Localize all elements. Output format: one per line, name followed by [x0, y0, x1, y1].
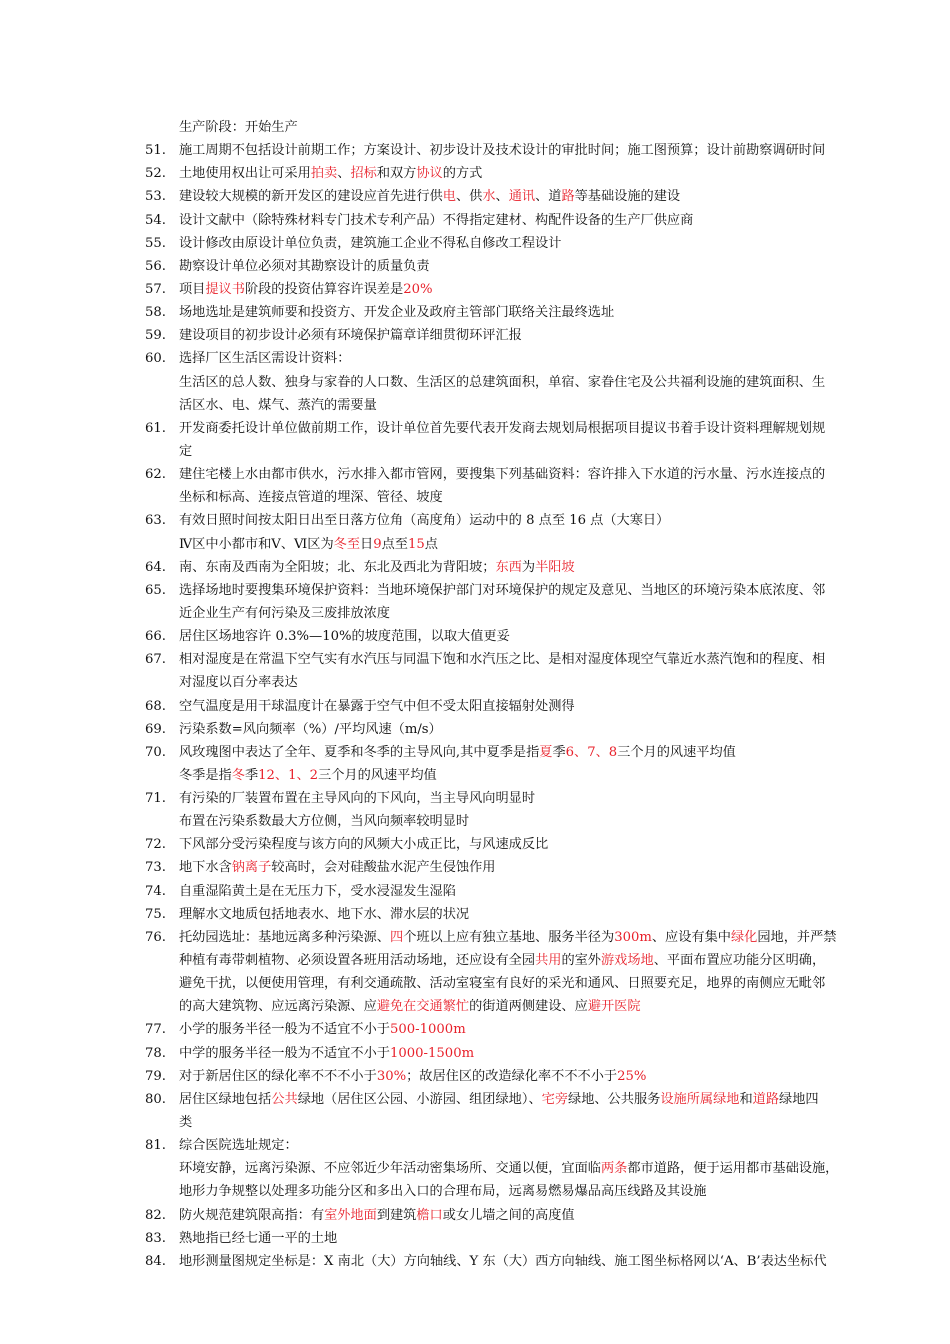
document-line	[0, 648, 950, 671]
item-text	[179, 394, 377, 417]
document-line	[0, 394, 950, 417]
text-segment: 点至	[381, 536, 408, 552]
text-segment: 建住宅楼上水由都市供水，污水排入都市管网，要搜集下列基础资料：容许排入下水道的污水量、污水连接点的	[179, 467, 826, 483]
item-number: 66.	[145, 629, 166, 645]
item-text	[179, 533, 438, 556]
document-line	[0, 1018, 950, 1041]
highlighted-text: 25%	[617, 1068, 647, 1084]
highlighted-text: 避免在交通繁忙	[376, 999, 470, 1015]
document-line	[0, 209, 950, 232]
item-number: 65.	[145, 582, 166, 598]
highlighted-text: 路	[561, 189, 575, 205]
document-line	[0, 440, 950, 463]
item-text	[179, 1088, 819, 1111]
item-text	[179, 602, 390, 625]
document-line	[0, 1180, 950, 1203]
document-line	[0, 1065, 950, 1088]
text-segment: 绿地四	[779, 1091, 819, 1107]
item-number: 80.	[145, 1091, 166, 1107]
document-line	[0, 602, 950, 625]
text-segment: 阶段的投资估算容许误差是	[244, 281, 404, 297]
item-text	[179, 1204, 575, 1227]
item-text	[179, 1180, 707, 1203]
document-line	[0, 1157, 950, 1180]
text-segment: 熟地指已经七通一平的土地	[179, 1230, 338, 1246]
item-text	[179, 139, 825, 162]
highlighted-text: 四	[390, 929, 404, 945]
highlighted-text: 12、1、2	[258, 767, 319, 783]
text-segment: 下风部分受污染程度与该方向的风频大小成正比，与风速成反比	[179, 837, 549, 853]
highlighted-text: 檐口	[416, 1207, 443, 1223]
item-number: 79.	[145, 1068, 166, 1084]
highlighted-text: 通讯	[508, 189, 536, 205]
highlighted-text: 水	[482, 189, 496, 205]
text-segment: 季	[552, 744, 566, 760]
text-segment: 选择场地时要搜集环境保护资料：当地环境保护部门对环境保护的规定及意见、当地区的环境污染本底浓度、邻	[179, 582, 826, 598]
item-number: 61.	[145, 420, 166, 436]
text-segment: 土地使用权出让可采用	[179, 166, 311, 182]
document-line	[0, 301, 950, 324]
text-segment: 近企业生产有何污染及三废排放浓度	[179, 605, 390, 621]
item-number: 52.	[145, 166, 166, 182]
text-segment: 开发商委托设计单位做前期工作，设计单位首先要代表开发商去规划局根据项目提议书着手设计资料理解规划规	[179, 420, 826, 436]
text-segment: 绿地、公共服务	[568, 1091, 661, 1107]
item-text	[179, 949, 825, 972]
document-line	[0, 347, 950, 370]
item-text	[179, 301, 614, 324]
text-segment: 地下水含	[179, 860, 232, 876]
document-line	[0, 718, 950, 741]
item-number: 76.	[145, 929, 166, 945]
text-segment: 对湿度以百分率表达	[179, 675, 298, 691]
item-number: 69.	[145, 721, 166, 737]
text-segment: 冬季是指	[179, 767, 232, 783]
text-segment: 空气温度是用干球温度计在暴露于空气中但不受太阳直接辐射处测得	[179, 698, 575, 714]
item-text	[179, 347, 350, 370]
highlighted-text: 电	[442, 189, 456, 205]
item-text	[179, 741, 736, 764]
text-segment: 绿地（居住区公园、小游园、组团绿地）、	[297, 1091, 542, 1107]
text-segment: 个班以上应有独立基地、服务半径为	[403, 929, 615, 945]
item-number: 57.	[145, 281, 166, 297]
item-text	[179, 371, 825, 394]
item-text	[179, 232, 561, 255]
item-number: 53.	[145, 189, 166, 205]
text-segment: 建设项目的初步设计必须有环境保护篇章详细贯彻环评汇报	[179, 328, 522, 344]
text-segment: 环境安静，远离污染源、不应邻近少年活动密集场所、交通以便，宜面临	[179, 1161, 601, 1177]
text-segment: 等基础设施的建设	[574, 189, 681, 205]
text-segment: 、道	[535, 189, 562, 205]
item-text	[179, 209, 693, 232]
item-number: 58.	[145, 305, 166, 321]
item-number: 77.	[145, 1022, 166, 1038]
text-segment: 有效日照时间按太阳日出至日落方位角（高度角）运动中的 8 点至 16 点（大寒日）	[179, 513, 670, 529]
document-line	[0, 695, 950, 718]
item-number: 60.	[145, 351, 166, 367]
text-segment: 避免干扰，以便使用管理，有利交通疏散、活动室寝室有良好的采光和通风、日照要充足，地界的南侧应无毗邻	[179, 976, 826, 992]
text-segment: 三个月的风速平均值	[617, 744, 736, 760]
document-line	[0, 579, 950, 602]
highlighted-text: 道路	[752, 1091, 780, 1107]
item-number: 51.	[145, 143, 166, 159]
item-number: 75.	[145, 906, 166, 922]
document-line	[0, 371, 950, 394]
document-line	[0, 509, 950, 532]
highlighted-text: 室外地面	[324, 1207, 377, 1223]
document-line	[0, 417, 950, 440]
text-segment: 为	[521, 559, 536, 575]
item-number: 73.	[145, 860, 166, 876]
document-line	[0, 741, 950, 764]
text-segment: 生产阶段：开始生产	[179, 120, 298, 135]
highlighted-text: 绿化	[731, 929, 758, 945]
text-segment: 污染系数=风向频率（%）/平均风速（m/s）	[179, 721, 442, 737]
item-text	[179, 995, 641, 1018]
item-text	[179, 324, 522, 347]
text-segment: 、	[495, 189, 509, 205]
item-text	[179, 116, 298, 139]
highlighted-text: 公共	[271, 1091, 298, 1107]
item-number: 82.	[145, 1207, 166, 1223]
item-number: 84.	[145, 1253, 166, 1269]
item-text	[179, 671, 298, 694]
item-number: 59.	[145, 328, 166, 344]
text-segment: 的方式	[442, 166, 483, 182]
item-number: 67.	[145, 652, 166, 668]
text-segment: 类	[179, 1115, 193, 1131]
text-segment: 定	[179, 443, 193, 459]
text-segment: 对于新居住区的绿化率不不不小于	[179, 1068, 377, 1084]
document-line	[0, 810, 950, 833]
item-text	[179, 903, 469, 926]
document-line	[0, 116, 950, 139]
text-segment: 地形力争规整以处理多功能分区和多出入口的合理布局，远离易燃易爆品高压线路及其设施	[179, 1184, 707, 1200]
highlighted-text: 6、7、8	[565, 744, 618, 760]
document-line	[0, 324, 950, 347]
item-number: 74.	[145, 883, 166, 899]
text-segment: 风玫瑰图中表达了全年、夏季和冬季的主导风向,其中夏季是指	[179, 744, 540, 760]
document-line	[0, 972, 950, 995]
item-text	[179, 255, 430, 278]
text-segment: 日	[360, 536, 374, 552]
item-number: 54.	[145, 212, 166, 228]
highlighted-text: 9	[373, 536, 382, 552]
text-segment: 有污染的厂装置布置在主导风向的下风向，当主导风向明显时	[179, 791, 536, 807]
document-line	[0, 185, 950, 208]
highlighted-text: 设施所属绿地	[660, 1091, 740, 1107]
document-line	[0, 1042, 950, 1065]
item-text	[179, 1227, 337, 1250]
text-segment: 自重湿陷黄土是在无压力下，受水浸湿发生湿陷	[179, 883, 456, 899]
item-number: 55.	[145, 235, 166, 251]
item-text	[179, 648, 825, 671]
text-segment: 、应设有集中	[651, 929, 731, 945]
highlighted-text: 宅旁	[541, 1091, 569, 1107]
item-text	[179, 625, 510, 648]
item-number: 62.	[145, 467, 166, 483]
highlighted-text: 东西	[495, 559, 522, 575]
highlighted-text: 500-1000m	[390, 1022, 466, 1038]
text-segment: 和	[739, 1091, 753, 1107]
document-line	[0, 1111, 950, 1134]
text-segment: 选择厂区生活区需设计资料：	[179, 351, 351, 367]
text-segment: 点	[424, 536, 438, 552]
item-text	[179, 718, 442, 741]
document-line	[0, 787, 950, 810]
text-segment: 施工周期不包括设计前期工作；方案设计、初步设计及技术设计的审批时间；施工图预算；设计前勘察调研时间	[179, 143, 826, 159]
text-segment: 季	[244, 767, 259, 783]
text-segment: 设计文献中（除特殊材料专门技术专利产品）不得指定建材、构配件设备的生产厂供应商	[179, 212, 694, 228]
item-number: 83.	[145, 1230, 166, 1246]
item-number: 68.	[145, 698, 166, 714]
item-text	[179, 1250, 827, 1273]
text-segment: 布置在污染系数最大方位侧，当风向频率较明显时	[179, 814, 470, 830]
highlighted-text: 冬至	[333, 536, 361, 552]
highlighted-text: 协议	[416, 166, 443, 182]
text-segment: 的高大建筑物、应远离污染源、应	[179, 999, 377, 1015]
item-text	[179, 1157, 838, 1180]
document-line	[0, 255, 950, 278]
text-segment: 、平面布置应功能分区明确，	[653, 953, 826, 969]
document-line	[0, 556, 950, 579]
text-segment: ；故居住区的改造绿化率不不不小于	[406, 1068, 618, 1084]
item-number: 72.	[145, 837, 166, 853]
item-text	[179, 1042, 474, 1065]
item-text	[179, 417, 825, 440]
highlighted-text: 游戏场地	[601, 953, 654, 969]
item-text	[179, 810, 469, 833]
item-text	[179, 440, 192, 463]
highlighted-text: 30%	[376, 1068, 407, 1084]
text-segment: 和双方	[376, 166, 417, 182]
item-text	[179, 856, 496, 879]
highlighted-text: 提议书	[205, 281, 245, 297]
text-segment: 都市道路，便于运用都市基础设施，	[627, 1161, 839, 1177]
item-text	[179, 278, 433, 301]
text-segment: 小学的服务半径一般为不适宜不小于	[179, 1022, 390, 1038]
document-line	[0, 232, 950, 255]
document-line	[0, 926, 950, 949]
text-segment: 居住区绿地包括	[179, 1091, 272, 1107]
text-segment: 建设较大规模的新开发区的建设应首先进行供	[179, 189, 443, 205]
text-segment: 中学的服务半径一般为不适宜不小于	[179, 1045, 390, 1061]
item-number: 56.	[145, 258, 166, 274]
highlighted-text: 夏	[539, 744, 553, 760]
item-text	[179, 509, 669, 532]
text-segment: 活区水、电、煤气、蒸汽的需要量	[179, 397, 377, 413]
item-text	[179, 1018, 466, 1041]
highlighted-text: 300m	[614, 929, 652, 945]
text-segment: 托幼园选址：基地远离多种污染源、	[179, 929, 390, 945]
text-segment: 或女儿墙之间的高度值	[442, 1207, 575, 1223]
document-line	[0, 1134, 950, 1157]
item-text	[179, 880, 456, 903]
document-line	[0, 1250, 950, 1273]
text-segment: 综合医院选址规定：	[179, 1138, 298, 1154]
document-line	[0, 1088, 950, 1111]
highlighted-text: 15	[407, 536, 425, 552]
text-segment: 种植有毒带刺植物、必须设置各班用活动场地，还应设有全园	[179, 953, 536, 969]
highlighted-text: 20%	[403, 281, 433, 297]
document-line	[0, 533, 950, 556]
item-number: 71.	[145, 791, 166, 807]
highlighted-text: 共用	[535, 953, 562, 969]
document-line	[0, 278, 950, 301]
document-line	[0, 139, 950, 162]
highlighted-text: 钠离子	[231, 860, 272, 876]
document-line	[0, 671, 950, 694]
text-segment: 相对湿度是在常温下空气实有水汽压与同温下饱和水汽压之比、是相对湿度体现空气靠近水蒸汽饱和的程度、相	[179, 652, 826, 668]
document-line	[0, 995, 950, 1018]
item-text	[179, 764, 437, 787]
document-line	[0, 903, 950, 926]
highlighted-text: 避开医院	[587, 999, 641, 1015]
text-segment: 到建筑	[376, 1207, 417, 1223]
document-line	[0, 764, 950, 787]
text-segment: 地形测量图规定坐标是：X 南北（大）方向轴线、Y 东（大）西方向轴线、施工图坐标格网以‘A、B’表达坐标代	[179, 1253, 827, 1269]
item-number: 78.	[145, 1045, 166, 1061]
text-segment: 勘察设计单位必须对其勘察设计的质量负责	[179, 258, 430, 274]
highlighted-text: 拍卖	[310, 166, 338, 182]
document-line	[0, 833, 950, 856]
item-text	[179, 1111, 192, 1134]
item-number: 64.	[145, 559, 166, 575]
text-segment: 三个月的风速平均值	[318, 767, 437, 783]
item-text	[179, 579, 825, 602]
item-text	[179, 1065, 646, 1088]
document-line	[0, 463, 950, 486]
document-line	[0, 856, 950, 879]
item-text	[179, 185, 680, 208]
text-segment: 、	[337, 166, 351, 182]
text-segment: 理解水文地质包括地表水、地下水、滞水层的状况	[179, 906, 470, 922]
document-line	[0, 486, 950, 509]
highlighted-text: 招标	[350, 166, 377, 182]
item-text	[179, 162, 482, 185]
highlighted-text: 两条	[601, 1161, 628, 1177]
document-line	[0, 162, 950, 185]
item-text	[179, 787, 535, 810]
item-text	[179, 486, 443, 509]
document-line	[0, 949, 950, 972]
item-number: 63.	[145, 513, 166, 529]
item-text	[179, 1134, 298, 1157]
document-line	[0, 1227, 950, 1250]
text-segment: 居住区场地容许 0.3%—10%的坡度范围，以取大值更妥	[179, 629, 510, 645]
highlighted-text: 半阳坡	[535, 559, 575, 575]
item-text	[179, 463, 825, 486]
text-segment: Ⅳ区中小都市和Ⅴ、Ⅵ区为	[179, 536, 334, 552]
item-number: 70.	[145, 744, 166, 760]
document-line	[0, 625, 950, 648]
text-segment: 项目	[179, 281, 206, 297]
text-segment: 园地，并严禁	[757, 929, 837, 945]
highlighted-text: 1000-1500m	[390, 1045, 475, 1061]
document-line	[0, 880, 950, 903]
highlighted-text: 冬	[231, 767, 245, 783]
text-segment: 南、东南及西南为全阳坡；北、东北及西北为背阳坡；	[179, 559, 496, 575]
item-number: 81.	[145, 1138, 166, 1154]
text-segment: 较高时，会对硅酸盐水泥产生侵蚀作用	[271, 860, 496, 876]
item-text	[179, 833, 548, 856]
text-segment: 坐标和标高、连接点管道的埋深、管径、坡度	[179, 490, 443, 506]
text-segment: 设计修改由原设计单位负责，建筑施工企业不得私自修改工程设计	[179, 235, 562, 251]
text-segment: 场地选址是建筑师要和投资方、开发企业及政府主管部门联络关注最终选址	[179, 305, 615, 321]
text-segment: 生活区的总人数、独身与家眷的人口数、生活区的总建筑面积，单宿、家眷住宅及公共福利设施的建筑面积、生	[179, 374, 826, 390]
item-text	[179, 695, 575, 718]
text-segment: 的室外	[561, 953, 601, 969]
item-text	[179, 556, 575, 579]
text-segment: 、供	[455, 189, 483, 205]
document-line	[0, 1204, 950, 1227]
text-segment: 防火规范建筑限高指：有	[179, 1207, 325, 1223]
item-text	[179, 972, 825, 995]
item-text	[179, 926, 837, 949]
text-segment: 的街道两侧建设、应	[469, 999, 588, 1015]
